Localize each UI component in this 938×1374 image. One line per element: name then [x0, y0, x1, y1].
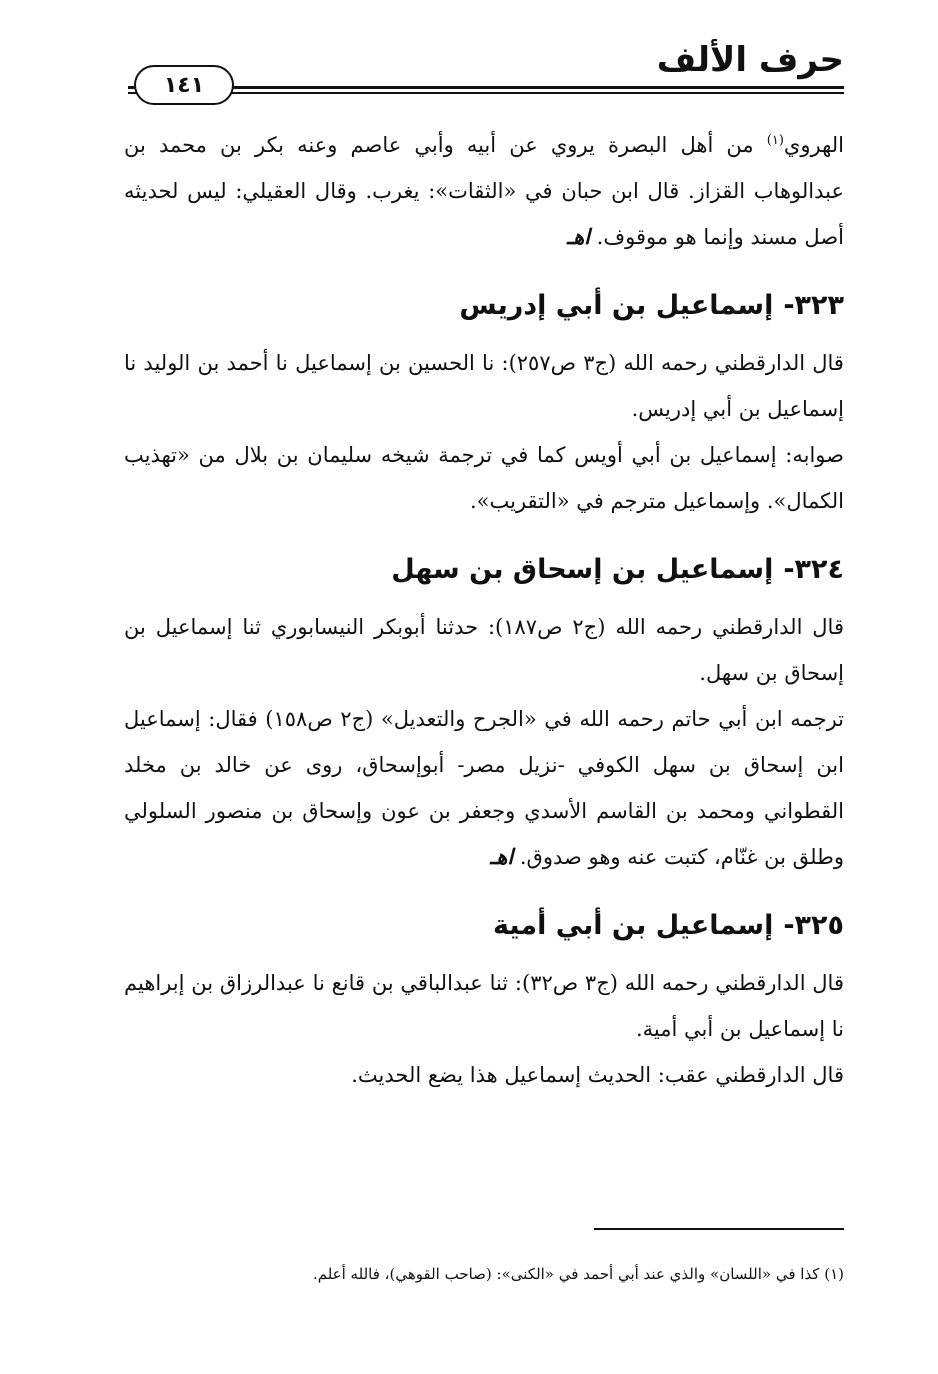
entry-324-text: ترجمه ابن أبي حاتم رحمه الله في «الجرح والتعديل» (ج٢ ص١٥٨) فقال: إسماعيل ابن إسحاق بن سهل الكوفي -نزيل مصر- أبوإسحاق، روى عن خالد بن مخلد القطواني ومحمد بن القاسم الأسدي وجعفر بن عون وإسحاق بن منصور السلولي وطلق بن غنّام، كتبت عنه وهو صدوق.	[124, 707, 845, 869]
entry-322-continuation	[124, 122, 844, 260]
end-quote-abbr: اهـ	[566, 224, 590, 249]
footnote-marker: (١)	[766, 133, 784, 148]
entry-324-para-1: قال الدارقطني رحمه الله (ج٢ ص١٨٧): حدثنا أبوبكر النيسابوري ثنا إسماعيل بن إسحاق بن سهل.	[124, 615, 844, 685]
entry-heading-324	[124, 550, 844, 590]
header-rule	[128, 86, 844, 89]
entry-heading-323	[124, 286, 844, 326]
page-number: ١٤١	[134, 65, 234, 105]
header-rule-thin	[128, 92, 844, 94]
entry-325-para-2: قال الدارقطني عقب: الحديث إسماعيل هذا يضع الحديث.	[351, 1063, 844, 1087]
entry-322-name: الهروي	[783, 133, 844, 157]
entry-number: ٣٢٥-	[783, 910, 844, 941]
entry-title: إسماعيل بن أبي إدريس	[459, 290, 774, 321]
end-quote-abbr: اهـ	[490, 844, 514, 869]
entry-number: ٣٢٤-	[783, 554, 844, 585]
chapter-title: حرف الألف	[656, 40, 844, 80]
entry-325-para-1: قال الدارقطني رحمه الله (ج٣ ص٣٢): ثنا عبدالباقي بن قانع نا عبدالرزاق بن إبراهيم نا إسماعيل بن أبي أمية.	[124, 971, 844, 1041]
entry-title: إسماعيل بن أبي أمية	[493, 910, 774, 941]
entry-324-para-2	[124, 696, 844, 880]
entry-title: إسماعيل بن إسحاق بن سهل	[391, 554, 774, 585]
entry-number: ٣٢٣-	[783, 290, 844, 321]
entry-heading-325	[124, 906, 844, 946]
entry-323-para-2: صوابه: إسماعيل بن أبي أويس كما في ترجمة شيخه سليمان بن بلال من «تهذيب الكمال». وإسماعيل مترجم في «التقريب».	[124, 443, 844, 513]
entry-322-text: من أهل البصرة يروي عن أبيه وأبي عاصم وعنه بكر بن محمد بن عبدالوهاب القزاز. قال ابن حبان في «الثقات»: يغرب. وقال العقيلي: ليس لحديثه أصل مسند وإنما هو موقوف.	[124, 133, 844, 249]
page-body	[124, 122, 844, 1098]
footnote-rule	[594, 1228, 844, 1230]
entry-323-para-1: قال الدارقطني رحمه الله (ج٣ ص٢٥٧): نا الحسين بن إسماعيل نا أحمد بن الوليد نا إسماعيل بن أبي إدريس.	[124, 351, 844, 421]
footnote: (١) كذا في «اللسان» والذي عند أبي أحمد في «الكنى»: (صاحب القوهي)، فالله أعلم.	[312, 1265, 844, 1283]
